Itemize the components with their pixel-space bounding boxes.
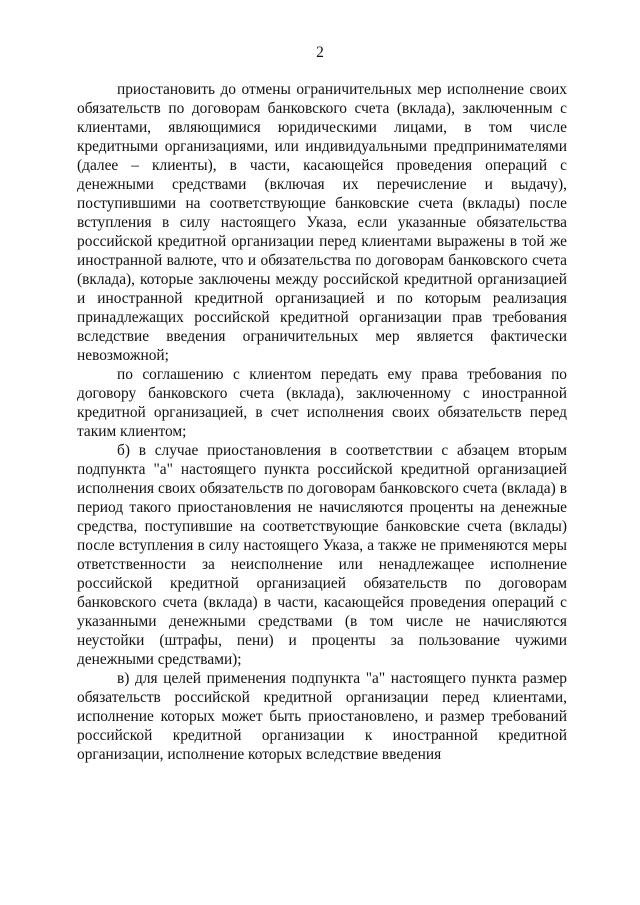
page-number: 2 [316, 44, 324, 61]
paragraph-transfer-rights: по соглашению с клиентом передать ему права требования по договору банковского счета (вклада), заключенному с иностранной кредитной организацией, в счет исполнения своих обязательств перед таким клиентом; [77, 366, 567, 440]
paragraph-subpoint-b: б) в случае приостановления в соответствии с абзацем вторым подпункта "а" настоящего пункта российской кредитной организацией исполнения своих обязательств по договорам банковского счета (вклада) в период такого приостановления не начисляются проценты на денежные средства, поступившие на соответствующие банковские счета (вклады) после вступления в силу настоящего Указа, а также не применяются меры ответственности за неисполнение или ненадлежащее исполнение российской кредитной организацией обязательств по договорам банковского счета (вклада) в части, касающейся проведения операций с указанными денежными средствами (в том числе не начисляются неустойки (штрафы, пени) и проценты за пользование чужими денежными средствами); [77, 442, 567, 668]
paragraph-suspend-obligations: приостановить до отмены ограничительных мер исполнение своих обязательств по договорам банковского счета (вклада), заключенным с клиентами, являющимися юридическими лицами, в том числе кредитными организациями, или индивидуальными предпринимателями (далее – клиенты), в части, касающейся проведения операций с денежными средствами (включая их перечисление и выдачу), поступившими на соответствующие банковские счета (вклады) после вступления в силу настоящего Указа, если указанные обязательства российской кредитной организации перед клиентами выражены в той же иностранной валюте, что и обязательства по договорам банковского счета (вклада), которые заключены между российской кредитной организацией и иностранной кредитной организацией и по которым реализация принадлежащих российской кредитной организации прав требования вследствие введения ограничительных мер является фактически невозможной; [77, 81, 567, 364]
paragraph-subpoint-v: в) для целей применения подпункта "а" настоящего пункта размер обязательств российской кредитной организации перед клиентами, исполнение которых может быть приостановлено, и размер требований российской кредитной организации к иностранной кредитной организации, исполнение которых вследствие введения [77, 670, 567, 763]
document-body [77, 80, 567, 764]
